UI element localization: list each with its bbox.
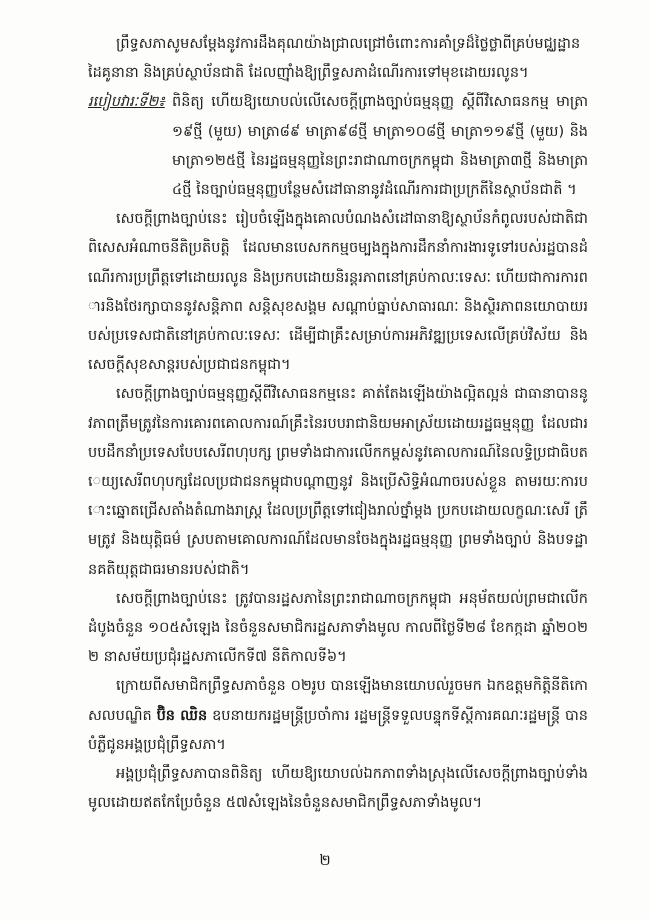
page-number: ២	[319, 851, 331, 869]
paragraph-purpose: សេចក្ដីព្រាងច្បាប់នេះ រៀបចំឡើងក្នុងគោលបំណងសំដៅធានាឱ្យស្ថាប័នកំពូលរបស់ជាតិជាពិសេសអំណាចនីតិប្រតិបត្តិ ដែលមានបេសកកម្មចម្បងក្នុងការដឹកនាំការងារទូទៅរបស់រដ្ឋបានដំណើរការប្រព្រឹត្តទៅដោយរលូន និងប្រកបដោយនិរន្តរភាពនៅគ្រប់កាលៈទេសៈ ហើយជាការការពារនិងថែរក្សាបាននូវសន្តិភាព សន្តិសុខសង្គម សណ្ដាប់ធ្នាប់សាធារណៈ និងស្ថិរភាពនយោបាយរបស់ប្រទេសជាតិនៅគ្រប់កាលៈទេសៈ ដើម្បីជាគ្រឹះសម្រាប់ការអភិវឌ្ឍប្រទេសលើគ្រប់វិស័យ និងសេចក្ដីសុខសាន្ដរបស់ប្រជាជនកម្ពុជា។	[88, 211, 588, 374]
paragraph-national-assembly: សេចក្ដីព្រាងច្បាប់នេះ ត្រូវបានរដ្ឋសភានៃព្រះរាជាណាចក្រកម្ពុជា អនុម័តយល់ព្រមជាលើកដំបូងចំនួន ១០៥សំឡេង នៃចំនួនសមាជិករដ្ឋសភាទាំងមូល កាលពីថ្ងៃទី២៨ ខែកក្កដា ឆ្នាំ២០២២ នាសម័យប្រជុំរដ្ឋសភាលើកទី៧ នីតិកាលទី៦។	[88, 590, 588, 666]
para4-text-before: ក្រោយពីសមាជិកព្រឹទ្ធសភាចំនួន ០២រូប បានឡើងមានយោបល់រួចមក ឯកឧត្ដមកិត្តិនីតិកោសលបណ្ឌិត	[88, 678, 588, 724]
paragraph-principles: សេចក្ដីព្រាងច្បាប់ធម្មនុញ្ញស្ដីពីវិសោធនកម្មនេះ គាត់តែងឡើងយ៉ាងល្អិតល្អន់ ជាធានាបាននូវភាពត្រឹមត្រូវនៃការគោរពគោលការណ៍គ្រឹះនៃរបបរាជានិយមអាស្រ័យដោយរដ្ឋធម្មនុញ្ញ ដែលជារបបដឹកនាំប្រទេសបែបសេរីពហុបក្ស ព្រមទាំងជាការលើកកម្ពស់នូវគោលការណ៍នៃលទ្ធិប្រជាធិបតេយ្យសេរីពហុបក្សដែលប្រជាជនកម្ពុជាបណ្ដាញនូវ និងប្រើសិទ្ធិអំណាចរបស់ខ្លួន តាមរយៈការបោះឆ្នោតជ្រើសតាំងតំណាងរាស្ត្រ ដែលប្រព្រឹត្តទៅជៀងរាល់ថ្នាំម្ដង ប្រកបដោយលក្ខណៈសេរី ត្រឹមត្រូវ និងយុត្តិធម៌ ស្របតាមគោលការណ៍ដែលមានចែងក្នុងរដ្ឋធម្មនុញ្ញ ព្រមទាំងច្បាប់ និងបទដ្ឋានគតិយុត្តជាធរមានរបស់ជាតិ។	[88, 386, 588, 578]
paragraph-senate-vote: អង្គប្រជុំព្រឹទ្ធសភាបានពិនិត្យ ហើយឱ្យយោបល់ឯកភាពទាំងស្រុងលើសេចក្ដីព្រាងច្បាប់ទាំងមូលដោយឥតកែប្រែចំនួន ៥៧សំឡេងនៃចំនួនសមាជិកព្រឹទ្ធសភាទាំងមូល។	[88, 766, 588, 812]
paragraph-deputy-pm	[88, 672, 588, 760]
para4-text-after: ឧបនាយករដ្ឋមន្ត្រីប្រចាំការ រដ្ឋមន្ត្រីទទួលបន្ទុកទីស្ដីការគណៈរដ្ឋមន្ត្រី បានបំភ្លឺជូនអង្គប្រជុំព្រឹទ្ធសភា។	[88, 707, 588, 753]
intro-paragraph: ព្រឹទ្ធសភាសូមសម្ដែងនូវការដឹងគុណយ៉ាងជ្រាលជ្រៅចំពោះការគាំទ្រដ៏ថ្លៃថ្លាពីគ្រប់មជ្ឈដ្ឋានដៃគូនានា និងគ្រប់ស្ថាប័នជាតិ ដែលញ៉ាំងឱ្យព្រឹទ្ធសភាដំណើរការទៅមុខដោយរលូន។	[88, 36, 581, 82]
agenda-item	[88, 88, 588, 205]
document-body	[88, 30, 588, 818]
agenda-title-first: ពិនិត្យ ហើយឱ្យយោបល់លើសេចក្ដីព្រាងច្បាប់ធម្មនុញ្ញ ស្ដីពីវិសោធនកម្ម	[172, 94, 549, 111]
official-name: ប៊ិន ឈិន	[156, 707, 208, 724]
agenda-title-rest: មាត្រា១៩ថ្មី (មួយ) មាត្រា៨៩ មាត្រា៩៨ថ្មី មាត្រា១០៨ថ្មី មាត្រា១១៩ថ្មី (មួយ) និងមាត្រា១២៥ថ្មី នៃរដ្ឋធម្មនុញ្ញនៃព្រះរាជាណាចក្រកម្ពុជា និងមាត្រា៣ថ្មី និងមាត្រា៤ថ្មី នៃច្បាប់ធម្មនុញ្ញបន្ថែមសំដៅធានានូវដំណើរការជាប្រក្រតីនៃស្ថាប័នជាតិ ។	[172, 94, 588, 199]
agenda-label: របៀបវារៈទី២៖	[88, 94, 165, 111]
